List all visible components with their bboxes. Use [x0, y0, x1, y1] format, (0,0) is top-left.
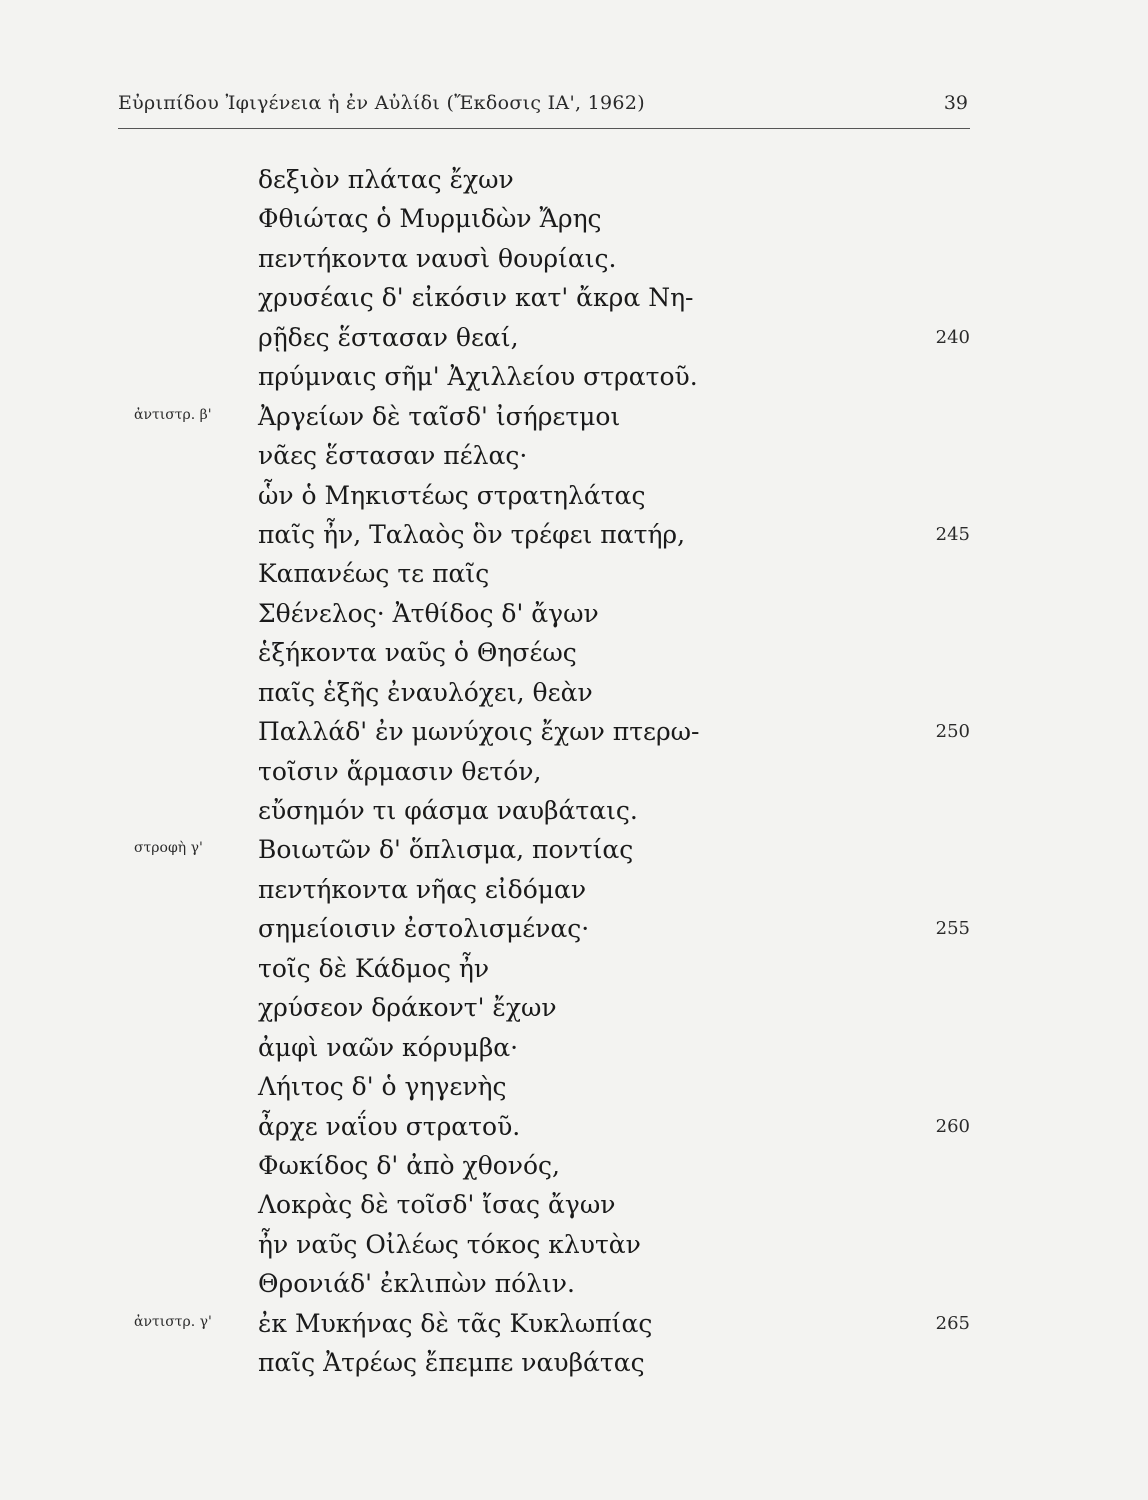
- verse-text: ἐκ Μυκήνας δὲ τᾶς Κυκλωπίας: [258, 1308, 653, 1338]
- verse-line: [0, 357, 1148, 396]
- verse-line: [0, 318, 1148, 357]
- verse-text: τοῖς δὲ Κάδμος ἦν: [258, 953, 490, 983]
- line-number: 245: [935, 523, 970, 545]
- verse-text: παῖς ἦν, Ταλαὸς ὃν τρέφει πατήρ,: [258, 519, 686, 549]
- verse-text: ἀμφὶ ναῶν κόρυμβα·: [258, 1032, 519, 1062]
- verse-line: [0, 712, 1148, 751]
- verse-text: ἑξήκοντα ναῦς ὁ Θησέως: [258, 638, 577, 668]
- verse-line: [0, 397, 1148, 436]
- strophe-label: ἀντιστρ. γ': [134, 1313, 212, 1330]
- verse-line: [0, 949, 1148, 988]
- verse-text: Σθένελος· Ἀτθίδος δ' ἄγων: [258, 598, 599, 628]
- verse-line: [0, 1067, 1148, 1106]
- verse-text: πεντήκοντα ναυσὶ θουρίαις.: [258, 243, 617, 273]
- verse-text: Φωκίδος δ' ἀπὸ χθονός,: [258, 1150, 560, 1180]
- verse-line: [0, 1185, 1148, 1224]
- line-number: 240: [935, 326, 970, 348]
- strophe-label: στροφὴ γ': [134, 840, 203, 857]
- verse-line: [0, 239, 1148, 278]
- verse-text: παῖς Ἀτρέως ἔπεμπε ναυβάτας: [258, 1348, 645, 1378]
- verse-line: [0, 1028, 1148, 1067]
- verse-text: Θρονιάδ' ἐκλιπὼν πόλιν.: [258, 1269, 575, 1299]
- verse-text: Λοκρὰς δὲ τοῖσδ' ἴσας ἄγων: [258, 1190, 616, 1220]
- running-header: [118, 92, 970, 129]
- verse-text: δεξιὸν πλάτας ἔχων: [258, 165, 514, 194]
- verse-text: Βοιωτῶν δ' ὅπλισμα, ποντίας: [258, 835, 634, 865]
- verse-line: [0, 1264, 1148, 1303]
- verse-line: [0, 752, 1148, 791]
- verse-text: σημείοισιν ἐστολισμένας·: [258, 914, 590, 944]
- verse-text: Ἀργείων δὲ ταῖσδ' ἰσήρετμοι: [258, 401, 621, 431]
- verse-text: τοῖσιν ἅρμασιν θετόν,: [258, 756, 542, 786]
- verse-text: εὔσημόν τι φάσμα ναυβάταις.: [258, 796, 638, 825]
- verse-line: [0, 476, 1148, 515]
- line-number: 265: [935, 1312, 970, 1334]
- verse-text: Λήιτος δ' ὁ γηγενὴς: [258, 1072, 507, 1102]
- running-header-title: Εὐριπίδου Ἰφιγένεια ἡ ἐν Αὐλίδι (Ἔκδοσις ΙΑ', 1962): [118, 92, 645, 114]
- verse-text: ρῇδες ἕστασαν θεαί,: [258, 322, 519, 352]
- verse-block: [0, 160, 1148, 1383]
- verse-text: παῖς ἑξῆς ἐναυλόχει, θεὰν: [258, 677, 593, 707]
- verse-line: [0, 1107, 1148, 1146]
- verse-text: χρύσεον δράκοντ' ἔχων: [258, 993, 557, 1023]
- verse-line: [0, 160, 1148, 199]
- verse-line: [0, 830, 1148, 869]
- verse-text: πεντήκοντα νῆας εἰδόμαν: [258, 874, 587, 904]
- verse-line: [0, 870, 1148, 909]
- verse-line: [0, 1225, 1148, 1264]
- page-number: 39: [943, 92, 968, 114]
- verse-line: [0, 988, 1148, 1027]
- verse-line: [0, 278, 1148, 317]
- verse-line: [0, 1304, 1148, 1343]
- verse-text: Καπανέως τε παῖς: [258, 559, 490, 589]
- verse-line: [0, 436, 1148, 475]
- verse-line: [0, 1343, 1148, 1382]
- line-number: 255: [935, 918, 970, 940]
- verse-line: [0, 594, 1148, 633]
- verse-text: ὧν ὁ Μηκιστέως στρατηλάτας: [258, 480, 646, 510]
- strophe-label: ἀντιστρ. β': [134, 406, 212, 423]
- verse-text: Φθιώτας ὁ Μυρμιδὼν Ἄρης: [258, 204, 602, 234]
- verse-line: [0, 673, 1148, 712]
- verse-line: [0, 515, 1148, 554]
- line-number: 250: [935, 721, 970, 743]
- verse-text: ἆρχε ναΐου στρατοῦ.: [258, 1111, 521, 1141]
- verse-text: Παλλάδ' ἐν μωνύχοις ἔχων πτερω-: [258, 717, 700, 747]
- verse-text: νᾶες ἕστασαν πέλας·: [258, 441, 528, 471]
- verse-line: [0, 199, 1148, 238]
- verse-text: πρύμναις σῆμ' Ἀχιλλείου στρατοῦ.: [258, 362, 698, 392]
- verse-text: ἦν ναῦς Οἰλέως τόκος κλυτὰν: [258, 1229, 641, 1259]
- verse-line: [0, 791, 1148, 830]
- verse-line: [0, 554, 1148, 593]
- line-number: 260: [935, 1115, 970, 1137]
- verse-line: [0, 1146, 1148, 1185]
- verse-line: [0, 909, 1148, 948]
- verse-line: [0, 633, 1148, 672]
- verse-text: χρυσέαις δ' εἰκόσιν κατ' ἄκρα Νη-: [258, 283, 694, 313]
